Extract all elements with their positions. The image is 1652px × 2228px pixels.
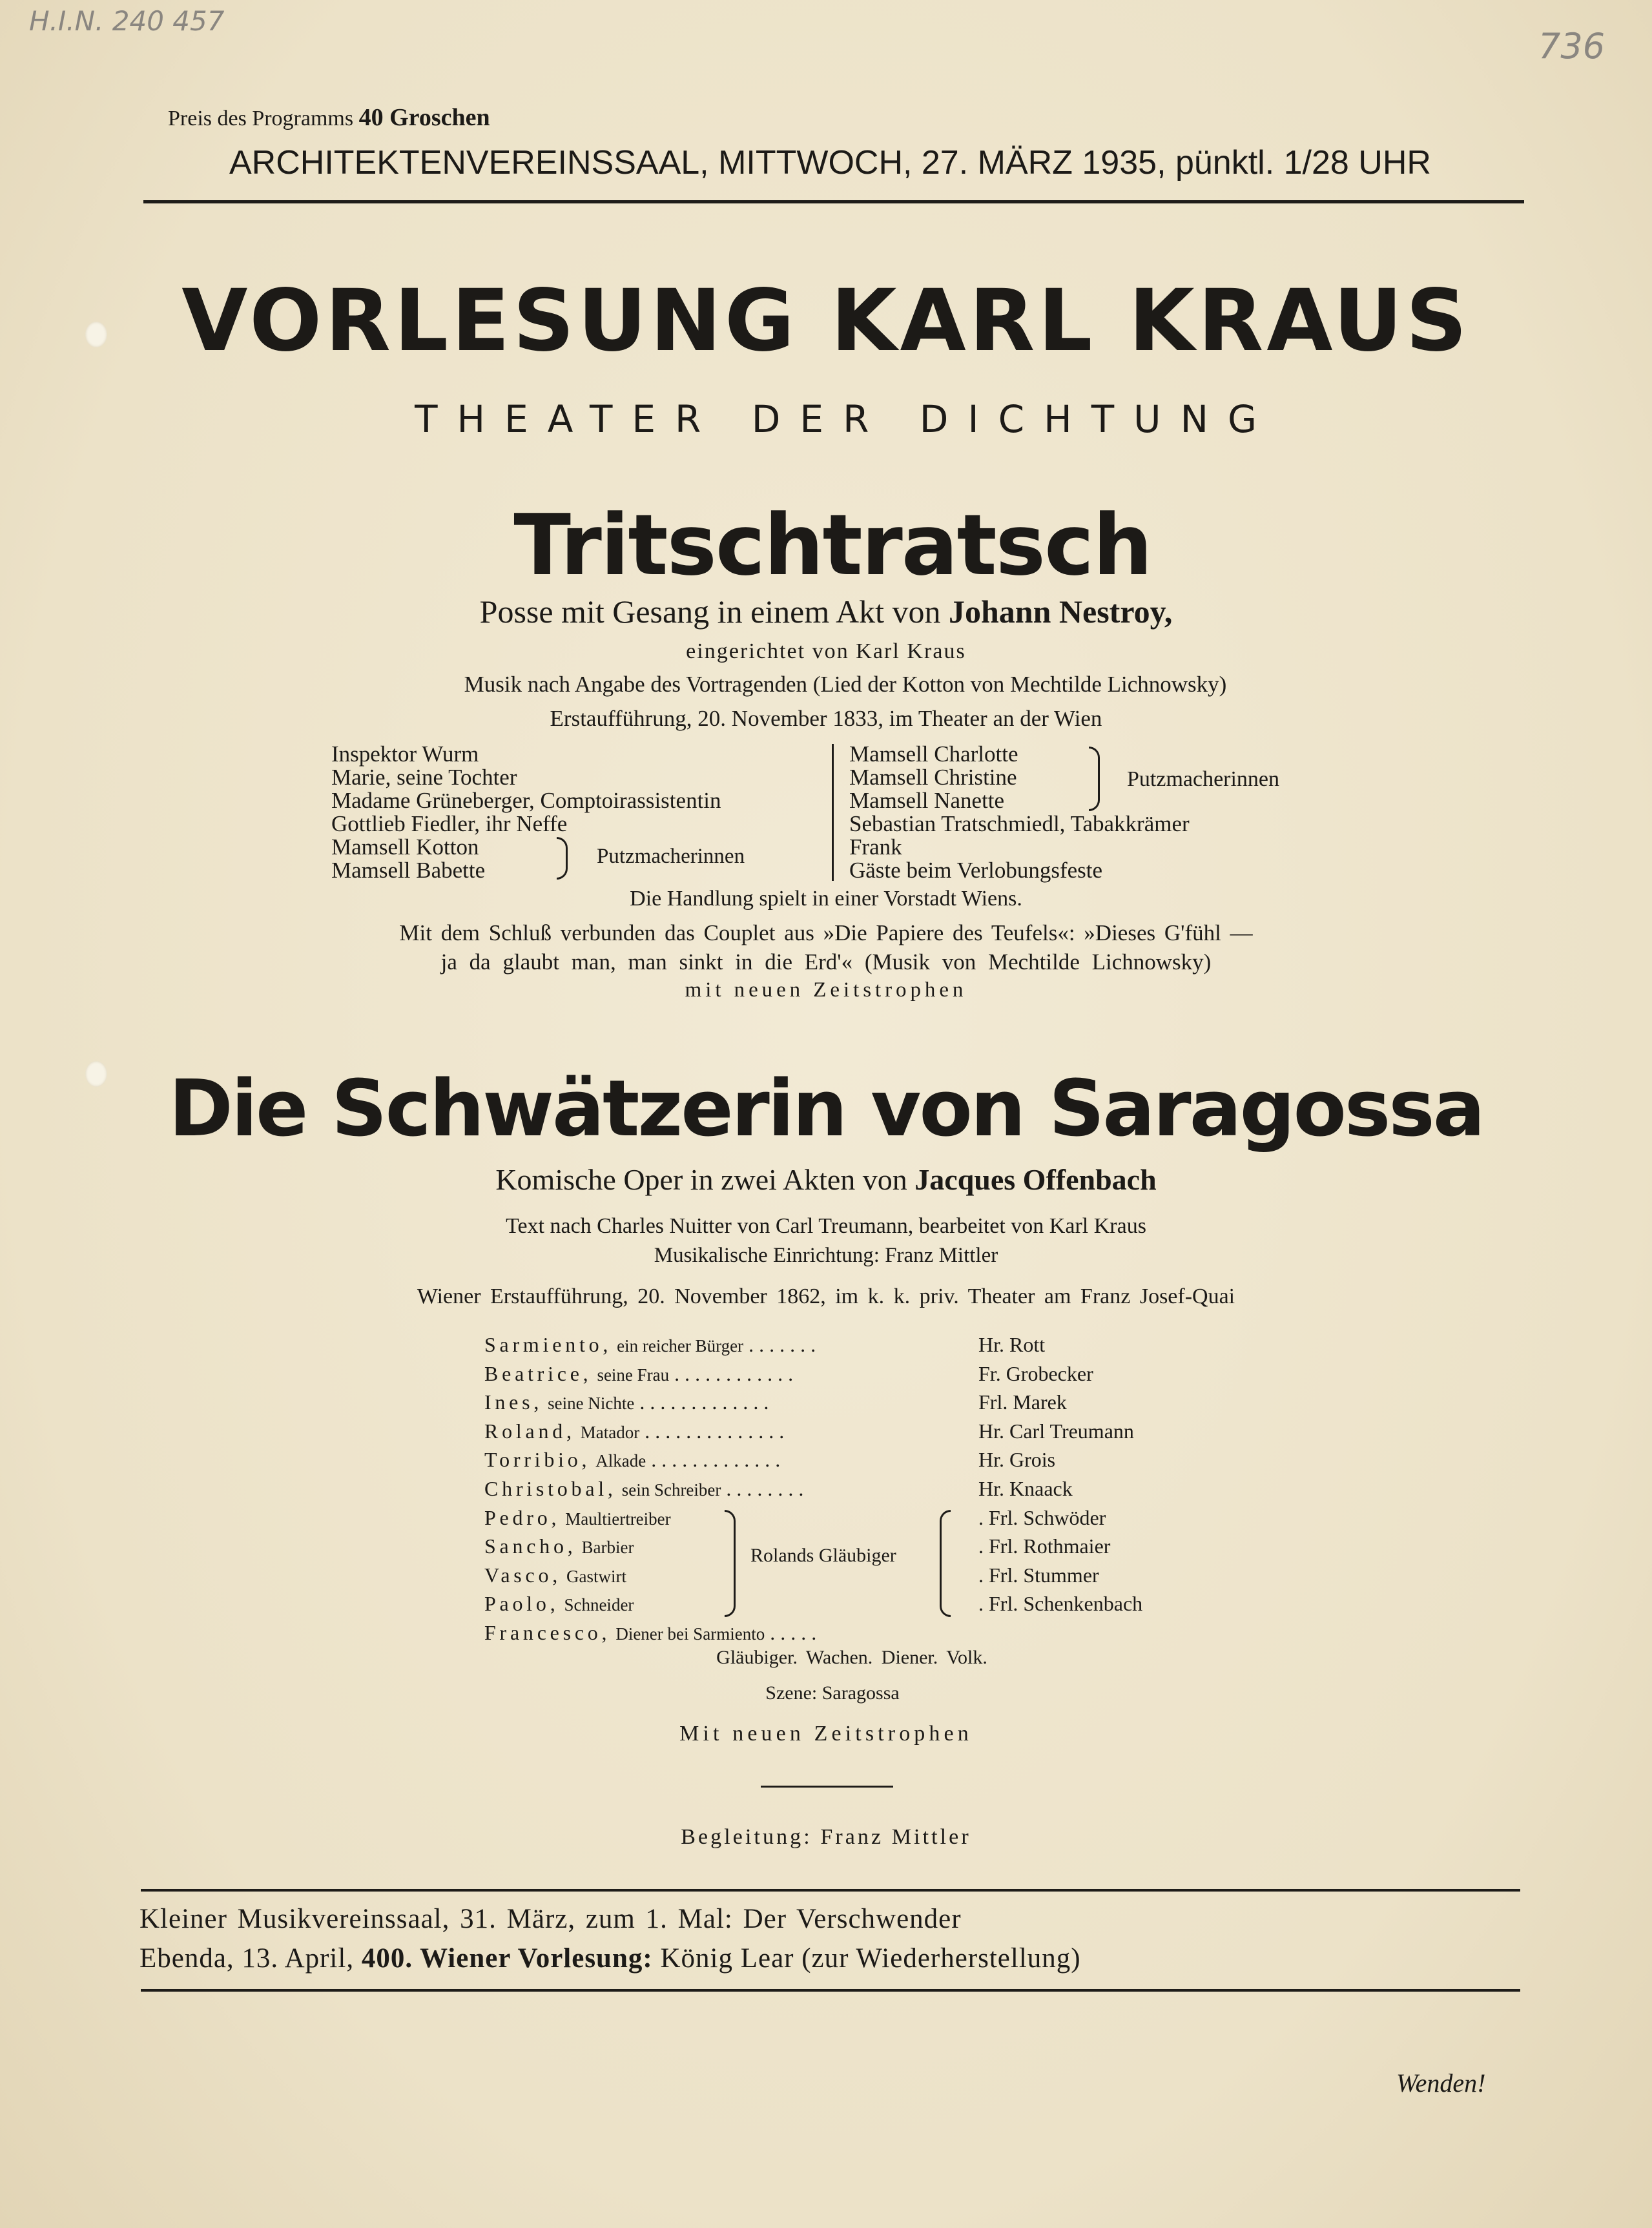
play2-text-line: Text nach Charles Nuitter von Carl Treumann, bearbeitet von Karl Kraus [506,1214,1146,1238]
role-description: Diener bei Sarmiento [615,1624,765,1644]
play2-group-label: Rolands Gläubiger [750,1545,896,1566]
venue-line: ARCHITEKTENVEREINSSAAL, MITTWOCH, 27. MÄRZ 1935, pünktl. 1/28 UHR [229,144,1431,181]
cast-member: Madame Grüneberger, Comptoirassistentin [331,788,721,813]
role-description: Alkade [595,1451,646,1471]
leader-dots: . . . . . . . . . . . . . . [639,1419,785,1443]
page-number: 736 [1538,26,1606,67]
cast-row [484,1618,816,1647]
play2-title: Die Schwätzerin von Saragossa [169,1064,1483,1154]
actor-name: . Frl. Schenkenbach [978,1592,1143,1616]
cast-member: Mamsell Charlotte [849,741,1018,767]
cast-row [484,1417,816,1446]
actor-name: Frl. Marek [978,1390,1067,1414]
role-description: sein Schreiber [621,1480,721,1500]
actor-name: Hr. Knaack [978,1476,1073,1500]
role-name: Vasco, [484,1563,561,1587]
cast-member: Frank [849,834,902,860]
cast-row [484,1330,816,1359]
play1-title: Tritschtratsch [513,496,1151,594]
cast-divider [832,744,834,881]
play1-right-group-label: Putzmacherinnen [1127,767,1280,791]
play2-music-arrangement: Musikalische Einrichtung: Franz Mittler [654,1244,998,1267]
leader-dots: . . . . . . . [743,1333,816,1356]
role-name: Beatrice, [484,1361,592,1385]
cast-member: Inspektor Wurm [331,741,479,767]
play1-setting: Die Handlung spielt in einer Vorstadt Wiens. [630,887,1022,911]
actor-name: . Frl. Stummer [978,1563,1099,1587]
footer-play: König Lear (zur Wiederherstellung) [660,1943,1081,1974]
cast-member: Gäste beim Verlobungsfeste [849,858,1103,883]
role-description: ein reicher Bürger [617,1336,744,1356]
cast-member: Mamsell Christine [849,765,1017,790]
footer-date: Ebenda, 13. April, [139,1943,355,1974]
play2-extras: Gläubiger. Wachen. Diener. Volk. [716,1647,987,1668]
role-name: Ines, [484,1390,543,1414]
play1-couplet-line1: Mit dem Schluß verbunden das Couplet aus »Die Papiere des Teufels«: »Dieses G'fühl — [399,920,1253,945]
role-description: seine Nichte [548,1394,635,1414]
play1-genre: Posse mit Gesang in einem Akt von [479,593,941,630]
play1-adaptation: eingerichtet von Karl Kraus [686,639,966,663]
cast-member: Mamsell Kotton [331,834,479,860]
separator [761,1786,893,1788]
play2-subtitle [0,1162,1652,1197]
actor-name: . Frl. Rothmaier [978,1534,1111,1558]
play1-couplet-line2: ja da glaubt man, man sinkt in die Erd'« (Musik von Mechtilde Lichnowsky) [440,949,1212,975]
role-description: Schneider [564,1595,634,1615]
footer-rule-bottom [141,1989,1520,1992]
role-name: Francesco, [484,1620,611,1644]
role-name: Sancho, [484,1534,577,1558]
footer-rule-top [141,1889,1520,1892]
footer-lecture-number: 400. Wiener Vorlesung: [361,1943,653,1974]
cast-member: Marie, seine Tochter [331,765,517,790]
play1-left-group-label: Putzmacherinnen [597,845,745,868]
play2-scene: Szene: Saragossa [765,1682,900,1704]
leader-dots: . . . . . . . . [721,1476,804,1500]
role-name: Roland, [484,1419,575,1443]
actor-name: . Frl. Schwöder [978,1505,1106,1529]
role-name: Torribio, [484,1448,591,1472]
actor-name: Hr. Grois [978,1448,1056,1472]
cast-member: Gottlieb Fiedler, ihr Neffe [331,811,568,836]
role-description: Gastwirt [566,1566,626,1586]
brace [940,1510,951,1617]
play1-couplet-line3: mit neuen Zeitstrophen [685,978,967,1002]
brace [1089,747,1100,811]
role-name: Pedro, [484,1505,561,1529]
role-name: Sarmiento, [484,1333,612,1356]
cast-row [484,1359,816,1388]
footer-line2 [139,1943,1081,1974]
cast-row [484,1388,816,1417]
leader-dots: . . . . . . . . . . . . [669,1361,794,1385]
footer-line1: Kleiner Musikvereinssaal, 31. März, zum 1. Mal: Der Verschwender [139,1904,962,1934]
brace [725,1510,736,1617]
leader-dots: . . . . . . . . . . . . . [634,1390,769,1414]
price-value: 40 Groschen [358,104,490,131]
header-rule [143,200,1524,203]
cast-row [484,1445,816,1474]
play2-cast-actors [978,1330,1142,1618]
role-description: seine Frau [597,1365,670,1385]
turn-over-note: Wenden! [1396,2068,1486,2098]
actor-name: Fr. Grobecker [978,1361,1093,1385]
play1-cast-right [849,743,1190,882]
play2-premiere: Wiener Erstaufführung, 20. November 1862, im k. k. priv. Theater am Franz Josef-Quai [417,1284,1235,1308]
play2-genre: Komische Oper in zwei Akten von [495,1163,907,1196]
price-line [168,103,490,132]
cast-row [484,1589,816,1618]
cast-member: Mamsell Babette [331,858,486,883]
leader-dots: . . . . . [765,1620,817,1644]
role-description: Matador [580,1422,640,1442]
brace [557,837,568,880]
play1-premiere: Erstaufführung, 20. November 1833, im Theater an der Wien [550,706,1102,731]
cast-member: Mamsell Nanette [849,788,1005,813]
play2-author: Jacques Offenbach [914,1163,1157,1196]
leader-dots: . . . . . . . . . . . . . [646,1448,781,1472]
actor-name: Hr. Carl Treumann [978,1419,1134,1443]
role-description: Maultiertreiber [565,1509,671,1529]
cast-row [484,1503,816,1532]
role-description: Barbier [581,1538,634,1558]
play2-cast-roles [484,1330,816,1647]
lecture-title: VORLESUNG KARL KRAUS [181,271,1471,371]
play1-music-note: Musik nach Angabe des Vortragenden (Lied der Kotton von Mechtilde Lichnowsky) [464,672,1227,697]
lecture-subtitle: THEATER DER DICHTUNG [415,397,1276,441]
play1-subtitle [0,593,1652,630]
cast-row [484,1474,816,1503]
play2-new-strophes: Mit neuen Zeitstrophen [679,1722,973,1746]
price-label: Preis des Programms [168,107,354,130]
role-name: Christobal, [484,1476,617,1500]
actor-name: Hr. Rott [978,1333,1046,1356]
archive-signature: H.I.N. 240 457 [29,5,225,37]
cast-member: Sebastian Tratschmiedl, Tabakkrämer [849,811,1190,836]
play1-author: Johann Nestroy, [948,593,1173,630]
role-name: Paolo, [484,1592,559,1616]
accompaniment: Begleitung: Franz Mittler [681,1825,971,1849]
